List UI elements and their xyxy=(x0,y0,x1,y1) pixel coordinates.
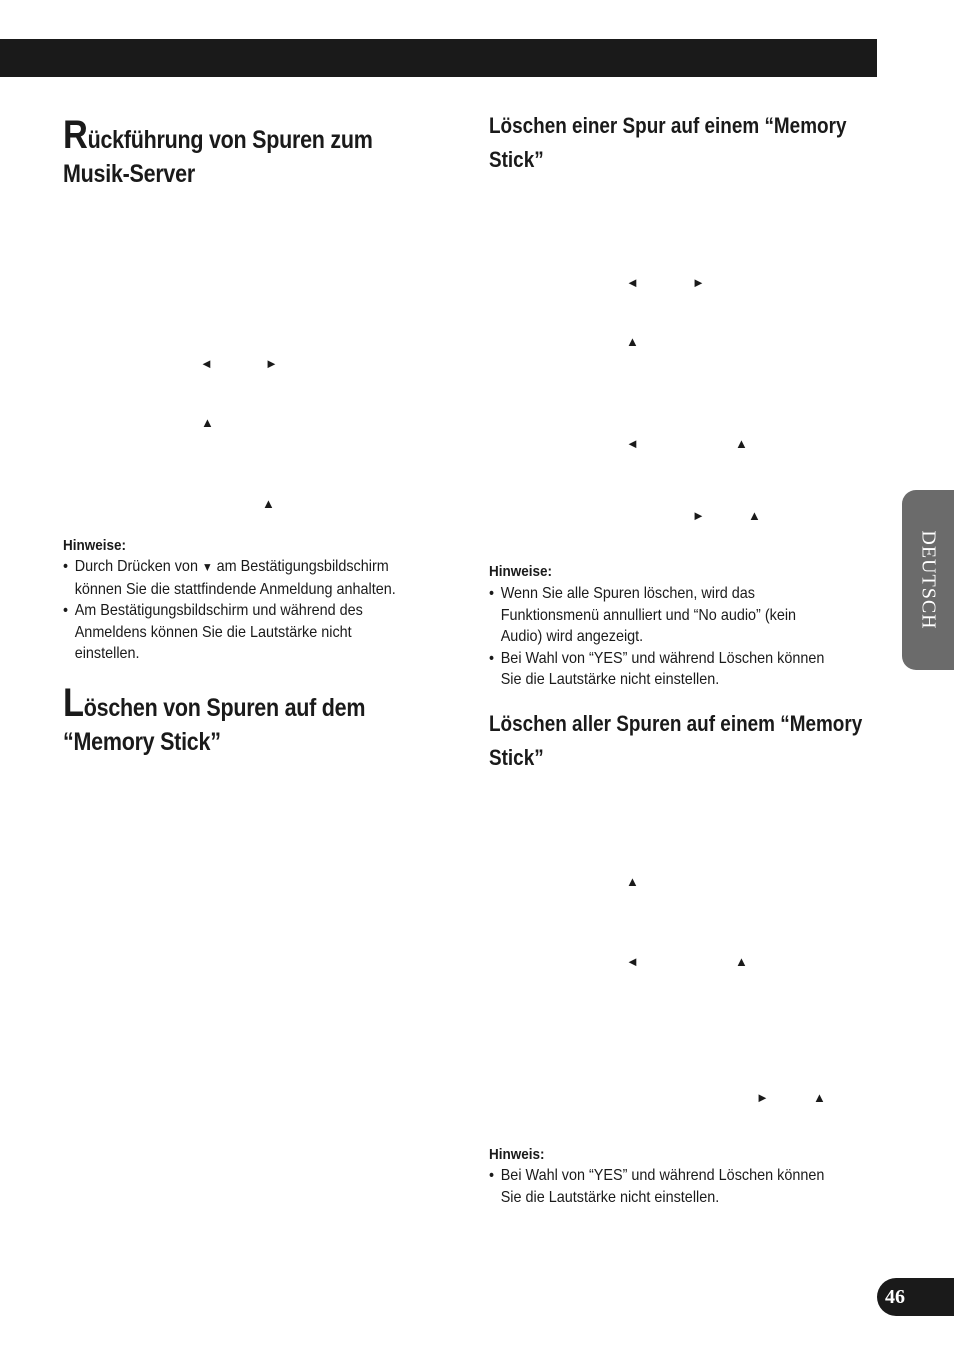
note-text: Audio) wird angezeigt. xyxy=(500,628,644,645)
note-item xyxy=(489,1165,888,1208)
section-heading-loeschen xyxy=(63,681,366,759)
left-arrow-icon: ◄ xyxy=(626,954,639,969)
up-arrow-icon: ▲ xyxy=(813,1090,826,1105)
page-number-badge xyxy=(877,1278,954,1316)
note-text: Bei Wahl von “YES” und während Löschen können xyxy=(500,649,825,667)
right-arrow-icon: ► xyxy=(265,356,278,371)
heading-initial: R xyxy=(63,113,88,157)
subheading-loeschen-aller-spuren xyxy=(489,707,862,775)
note-item xyxy=(489,583,888,648)
up-arrow-icon: ▲ xyxy=(626,874,639,889)
up-arrow-icon: ▲ xyxy=(201,415,214,430)
up-arrow-icon: ▲ xyxy=(262,496,275,511)
subheading-text: Löschen aller Spuren auf einem “Memory xyxy=(489,711,863,736)
up-arrow-icon: ▲ xyxy=(626,334,639,349)
language-tab xyxy=(902,490,954,670)
subheading-text: Löschen einer Spur auf einem “Memory xyxy=(489,113,847,138)
note-text: Sie die Lautstärke nicht einstellen. xyxy=(500,1188,720,1206)
page-number: 46 xyxy=(885,1286,905,1308)
right-arrow-icon: ► xyxy=(692,275,705,290)
down-arrow-icon: ▼ xyxy=(201,560,213,574)
notes-list xyxy=(63,556,443,665)
heading-initial: L xyxy=(63,681,84,725)
note-text: einstellen. xyxy=(74,645,140,662)
heading-text: öschen von Spuren auf dem xyxy=(83,694,366,722)
notes-title: Hinweise: xyxy=(489,563,553,580)
note-text: Bei Wahl von “YES” und während Löschen können xyxy=(500,1167,825,1184)
note-text: am Bestätigungsbildschirm xyxy=(212,558,389,575)
up-arrow-icon: ▲ xyxy=(735,954,748,969)
note-item xyxy=(63,556,454,600)
right-arrow-icon: ► xyxy=(756,1090,769,1105)
subheading-loeschen-einer-spur xyxy=(489,109,846,177)
notes-list xyxy=(489,1165,877,1208)
note-text: Funktionsmenü annulliert und “No audio” (kein xyxy=(500,606,797,624)
note-text: Anmeldens können Sie die Lautstärke nicht xyxy=(74,623,352,641)
note-item xyxy=(63,600,454,665)
subheading-text: Stick” xyxy=(489,745,544,770)
up-arrow-icon: ▲ xyxy=(748,508,761,523)
note-text: Wenn Sie alle Spuren löschen, wird das xyxy=(500,585,755,602)
section-heading-rueckfuehrung xyxy=(63,113,373,191)
note-text: Sie die Lautstärke nicht einstellen. xyxy=(500,671,720,688)
left-arrow-icon: ◄ xyxy=(200,356,213,371)
notes-title: Hinweis: xyxy=(489,1146,545,1163)
left-arrow-icon: ◄ xyxy=(626,436,639,451)
right-arrow-icon: ► xyxy=(692,508,705,523)
language-tab-label: DEUTSCH xyxy=(917,530,940,630)
note-text: können Sie die stattfindende Anmeldung anhalten. xyxy=(74,580,396,598)
subheading-text: Stick” xyxy=(489,147,544,172)
left-arrow-icon: ◄ xyxy=(626,275,639,290)
note-text: Am Bestätigungsbildschirm und während des xyxy=(74,602,363,619)
notes-list xyxy=(489,583,877,691)
note-item xyxy=(489,648,888,691)
heading-text: ückführung von Spuren zum xyxy=(87,126,373,154)
up-arrow-icon: ▲ xyxy=(735,436,748,451)
notes-title: Hinweise: xyxy=(63,537,127,554)
heading-text: Musik-Server xyxy=(63,160,195,188)
header-bar xyxy=(0,39,877,77)
heading-text: “Memory Stick” xyxy=(63,728,221,756)
note-text: Durch Drücken von xyxy=(74,558,198,575)
